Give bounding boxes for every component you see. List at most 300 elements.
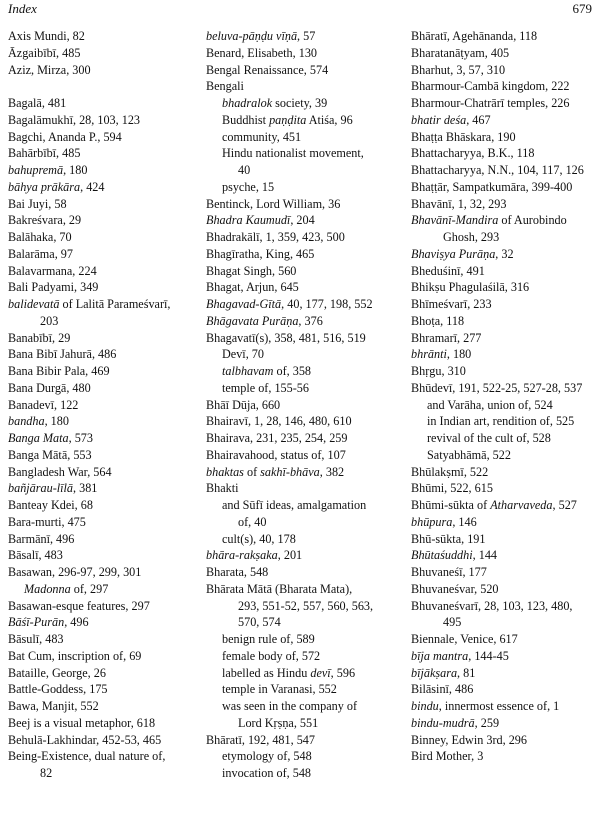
index-subentry	[411, 614, 599, 631]
index-subentry	[206, 363, 404, 380]
entry-text: Balavarmana, 224	[8, 263, 97, 278]
index-entry	[8, 296, 192, 313]
index-entry	[8, 179, 192, 196]
entry-text: Bhakti	[206, 481, 239, 496]
index-entry	[411, 748, 599, 765]
index-entry	[411, 363, 599, 380]
entry-text: , 596	[330, 665, 356, 680]
index-entry	[411, 196, 599, 213]
entry-text: 82	[40, 766, 53, 780]
index-entry	[8, 129, 192, 146]
index-entry	[8, 665, 192, 682]
entry-text: 293, 551-52, 557, 560, 563,	[238, 598, 374, 613]
entry-text: Bana Bibir Pala, 469	[8, 364, 110, 378]
index-entry	[206, 246, 404, 263]
entry-text-italic: bīja mantra	[411, 648, 469, 663]
index-entry	[8, 681, 192, 698]
entry-text-italic: sakhī-bhāva	[260, 464, 320, 479]
index-entry	[206, 279, 404, 296]
index-subentry	[8, 313, 192, 330]
entry-text: Bhū-sūkta, 191	[411, 531, 486, 546]
entry-text: Bāsulī, 483	[8, 632, 64, 646]
entry-text: Bhūlakṣmī, 522	[411, 464, 489, 479]
entry-text: invocation of, 548	[222, 766, 312, 780]
entry-text: , 382	[319, 464, 345, 479]
index-subentry	[411, 397, 599, 414]
index-entry	[206, 229, 404, 246]
entry-text-italic: bījākṣara	[411, 665, 458, 680]
index-entry	[206, 296, 404, 313]
index-entry	[411, 212, 599, 229]
index-entry	[206, 447, 404, 464]
entry-text: , 32	[495, 246, 514, 261]
entry-text: , 376	[298, 313, 323, 328]
entry-text: Banteay Kdei, 68	[8, 498, 93, 512]
entry-text: , 381	[73, 481, 98, 496]
entry-text: Bhadrakālī, 1, 359, 423, 500	[206, 230, 345, 244]
index-entry	[206, 464, 404, 481]
entry-text: Bhuvaneśvarī, 28, 103, 123, 480,	[411, 598, 573, 613]
index-entry	[8, 547, 192, 564]
entry-text: Bahārbībī, 485	[8, 146, 81, 161]
index-subentry	[206, 748, 404, 765]
entry-text: Bharhut, 3, 57, 310	[411, 62, 506, 77]
entry-text-italic: Madonna	[24, 581, 71, 596]
entry-text: Bai Juyi, 58	[8, 196, 67, 211]
entry-text-italic: bhrānti	[411, 347, 447, 362]
entry-text: Bagalā, 481	[8, 96, 67, 110]
index-entry	[411, 330, 599, 347]
entry-text: Bhāī Dūja, 660	[206, 397, 281, 412]
entry-text: , 180	[63, 163, 88, 177]
index-entry	[8, 447, 192, 464]
entry-text: Bangladesh War, 564	[8, 464, 112, 479]
index-entry	[8, 196, 192, 213]
entry-text: Biennale, Venice, 617	[411, 632, 518, 646]
entry-text-italic: Bāśī-Purān	[8, 615, 65, 630]
index-subentry	[206, 598, 404, 615]
index-entry	[206, 430, 404, 447]
entry-text: Hindu nationalist movement,	[222, 146, 364, 161]
index-entry	[206, 480, 404, 497]
index-entry	[206, 564, 404, 581]
index-subentry	[206, 648, 404, 665]
entry-text: Battle-Goddess, 175	[8, 682, 108, 697]
entry-text: Buddhist	[222, 112, 270, 127]
entry-text: Ghosh, 293	[443, 230, 500, 244]
entry-text: Bat Cum, inscription of, 69	[8, 648, 142, 663]
index-entry	[8, 162, 192, 179]
entry-text: Basawan, 296-97, 299, 301	[8, 565, 142, 579]
index-subentry	[206, 514, 404, 531]
index-entry	[411, 480, 599, 497]
entry-text: 570, 574	[238, 615, 281, 630]
index-entry	[8, 598, 192, 615]
entry-text: Bharmour-Cambā kingdom, 222	[411, 79, 570, 94]
entry-text-italic: Atharvaveda	[490, 498, 553, 512]
entry-text: Bana Durgā, 480	[8, 380, 91, 395]
entry-text-italic: bhūpura	[411, 514, 453, 529]
index-entry	[411, 28, 599, 45]
index-subentry	[206, 681, 404, 698]
entry-text: Bengali	[206, 79, 244, 94]
index-entry	[411, 598, 599, 615]
index-gap	[8, 78, 192, 95]
entry-text: Bhuvaneśvar, 520	[411, 581, 499, 596]
entry-text-italic: bindu-mudrā	[411, 715, 475, 730]
index-entry	[206, 581, 404, 598]
index-entry	[8, 531, 192, 548]
index-subentry	[411, 430, 599, 447]
entry-text: labelled as Hindu	[222, 665, 311, 680]
index-entry	[411, 715, 599, 732]
index-subentry	[206, 765, 404, 782]
index-subentry	[206, 162, 404, 179]
entry-text: Bharmour-Chatrārī temples, 226	[411, 96, 570, 110]
entry-text: , 496	[64, 615, 89, 630]
index-entry	[206, 330, 404, 347]
index-column-1	[8, 28, 192, 782]
index-subentry	[206, 112, 404, 129]
index-subentry	[206, 631, 404, 648]
entry-text: Āzgaibībī, 485	[8, 45, 81, 60]
entry-text: Bhavānī, 1, 32, 293	[411, 196, 507, 211]
index-entry	[411, 145, 599, 162]
entry-text-italic: Banga Mata	[8, 431, 69, 445]
entry-text: 203	[40, 313, 59, 328]
index-entry	[8, 464, 192, 481]
entry-text: Bagchi, Ananda P., 594	[8, 129, 122, 144]
entry-text: Bhagīratha, King, 465	[206, 246, 315, 261]
index-entry	[411, 681, 599, 698]
entry-text: , 201	[277, 548, 303, 563]
index-entry	[411, 631, 599, 648]
index-entry	[8, 698, 192, 715]
entry-text: 495	[443, 615, 462, 630]
index-entry	[411, 732, 599, 749]
entry-text: of Lalitā Parameśvarī,	[59, 297, 171, 311]
entry-text: , 204	[290, 213, 315, 228]
entry-text-italic: Bhūtaśuddhi	[411, 548, 473, 563]
index-entry	[8, 715, 192, 732]
index-subentry	[411, 447, 599, 464]
entry-text: Bhairavahood, status of, 107	[206, 447, 346, 462]
entry-text: Behulā-Lakhindar, 452-53, 465	[8, 732, 162, 747]
entry-text: Bhattacharyya, B.K., 118	[411, 146, 535, 161]
entry-text: Bird Mother, 3	[411, 749, 484, 764]
index-entry	[411, 531, 599, 548]
index-subentry	[206, 179, 404, 196]
entry-text: of Aurobindo	[498, 213, 567, 228]
entry-text-italic: beluva-pāṇḍu vīṇā	[206, 29, 298, 43]
index-entry	[206, 547, 404, 564]
index-subentry	[206, 380, 404, 397]
entry-text: , 573	[68, 431, 93, 445]
index-entry	[206, 263, 404, 280]
index-column-2	[206, 28, 404, 782]
index-entry	[206, 397, 404, 414]
index-entry	[8, 28, 192, 45]
entry-text: Lord Kṛṣṇa, 551	[238, 715, 319, 730]
index-entry	[8, 631, 192, 648]
entry-text-italic: bāhya prākāra	[8, 179, 81, 194]
index-entry	[411, 665, 599, 682]
entry-text: , 180	[446, 347, 472, 362]
entry-text: Beej is a visual metaphor, 618	[8, 715, 156, 730]
index-entry	[8, 397, 192, 414]
index-entry	[411, 112, 599, 129]
index-entry	[411, 380, 599, 397]
index-entry	[206, 732, 404, 749]
entry-text: Bhramarī, 277	[411, 330, 482, 345]
entry-text: , 144-45	[468, 648, 509, 663]
entry-text: Devī, 70	[222, 347, 264, 362]
index-entry	[8, 212, 192, 229]
index-entry	[8, 732, 192, 749]
index-subentry	[206, 531, 404, 548]
index-entry	[8, 380, 192, 397]
index-entry	[8, 45, 192, 62]
index-entry	[411, 95, 599, 112]
entry-text: Bali Padyami, 349	[8, 280, 99, 295]
index-entry	[411, 296, 599, 313]
entry-text: in Indian art, rendition of, 525	[427, 414, 575, 429]
index-entry	[8, 514, 192, 531]
index-entry	[411, 346, 599, 363]
entry-text-italic: talbhavam	[222, 364, 274, 378]
index-entry	[411, 547, 599, 564]
entry-text: and Sūfī ideas, amalgamation	[222, 498, 367, 512]
index-entry	[8, 614, 192, 631]
index-entry	[411, 698, 599, 715]
entry-text: , 527	[552, 498, 577, 512]
entry-text: Bhagat, Arjun, 645	[206, 280, 299, 295]
entry-text: and Varāha, union of, 524	[427, 397, 553, 412]
index-subentry	[411, 413, 599, 430]
entry-text: , 424	[80, 179, 105, 194]
index-entry	[206, 45, 404, 62]
index-entry	[206, 212, 404, 229]
entry-text: , 57	[297, 29, 316, 43]
entry-text-italic: bandha	[8, 414, 45, 429]
entry-text: temple in Varanasi, 552	[222, 682, 337, 697]
entry-text: revival of the cult of, 528	[427, 431, 551, 445]
index-entry	[411, 581, 599, 598]
entry-text: etymology of, 548	[222, 749, 312, 764]
index-subentry	[206, 698, 404, 715]
entry-text: Satyabhāmā, 522	[427, 447, 511, 462]
index-entry	[8, 95, 192, 112]
index-entry	[411, 279, 599, 296]
index-entry	[8, 480, 192, 497]
index-entry	[8, 346, 192, 363]
entry-text: Bhagat Singh, 560	[206, 263, 297, 278]
index-entry	[411, 564, 599, 581]
index-entry	[206, 78, 404, 95]
index-subentry	[206, 145, 404, 162]
entry-text: Barmānī, 496	[8, 531, 75, 546]
entry-text: Bhuvaneśī, 177	[411, 565, 487, 579]
index-subentry	[206, 497, 404, 514]
entry-text: Axis Mundi, 82	[8, 29, 85, 43]
entry-text: , 144	[472, 548, 497, 563]
index-entry	[8, 363, 192, 380]
entry-text: Bara-murti, 475	[8, 514, 86, 529]
entry-text-italic: Bhāgavata Purāṇa	[206, 313, 299, 328]
index-entry	[411, 514, 599, 531]
index-entry	[411, 162, 599, 179]
entry-text: Bhārata Mātā (Bharata Mata),	[206, 581, 353, 596]
entry-text: Being-Existence, dual nature of,	[8, 749, 166, 764]
entry-text: Balarāma, 97	[8, 246, 73, 261]
index-entry	[206, 413, 404, 430]
index-entry	[8, 648, 192, 665]
entry-text: Bataille, George, 26	[8, 665, 106, 680]
entry-text: benign rule of, 589	[222, 632, 315, 646]
index-subentry	[206, 614, 404, 631]
entry-text: Bagalāmukhī, 28, 103, 123	[8, 112, 141, 127]
entry-text: community, 451	[222, 129, 302, 144]
entry-text: Bhūmi, 522, 615	[411, 481, 493, 496]
entry-text: Bheduśinī, 491	[411, 263, 485, 278]
entry-text: Bhāratī, 192, 481, 547	[206, 732, 315, 747]
entry-text: female body of, 572	[222, 648, 321, 663]
entry-text: , 40, 177, 198, 552	[281, 297, 373, 311]
entry-text-italic: Bhadra Kaumudī	[206, 213, 291, 228]
index-entry	[8, 497, 192, 514]
index-entry	[8, 564, 192, 581]
index-subentry	[206, 95, 404, 112]
page-number: 679	[572, 1, 592, 16]
index-entry	[411, 648, 599, 665]
entry-text: cult(s), 40, 178	[222, 531, 296, 546]
index-entry	[411, 313, 599, 330]
entry-text: Bilāsinī, 486	[411, 682, 474, 697]
entry-text: Bhikṣu Phagulaśilā, 316	[411, 280, 530, 295]
entry-text: psyche, 15	[222, 179, 275, 194]
entry-text: of, 40	[238, 514, 267, 529]
entry-text: , 259	[474, 715, 500, 730]
entry-text: Bharata, 548	[206, 565, 269, 579]
entry-text-italic: Bhaviṣya Purāṇa	[411, 246, 496, 261]
index-subentry	[206, 129, 404, 146]
entry-text-italic: bahupremā	[8, 163, 64, 177]
entry-text: Banabībī, 29	[8, 330, 71, 345]
entry-text: Bhaṭṭār, Sampatkumāra, 399-400	[411, 179, 573, 194]
index-entry	[8, 430, 192, 447]
entry-text-italic: devī	[310, 665, 331, 680]
index-entry	[206, 28, 404, 45]
entry-text: Bhaṭṭa Bhāskara, 190	[411, 129, 516, 144]
entry-text: Bhairava, 231, 235, 254, 259	[206, 431, 348, 445]
entry-text-italic: bhāra-rakṣaka	[206, 548, 278, 563]
entry-text: of, 358	[273, 364, 312, 378]
entry-text: , 180	[44, 414, 69, 429]
entry-text-italic: bindu	[411, 699, 439, 713]
index-entry	[411, 497, 599, 514]
entry-text: Aziz, Mirza, 300	[8, 62, 91, 77]
index-entry	[411, 129, 599, 146]
entry-text: Bhoṭa, 118	[411, 313, 465, 328]
index-entry	[411, 179, 599, 196]
entry-text: Binney, Edwin 3rd, 296	[411, 732, 527, 747]
index-entry	[8, 246, 192, 263]
entry-text: Benard, Elisabeth, 130	[206, 45, 318, 60]
entry-text: Bawa, Manjit, 552	[8, 699, 99, 713]
entry-text: Balāhaka, 70	[8, 230, 72, 244]
entry-text-italic: bhatir deśa	[411, 112, 467, 127]
entry-text: Bāsalī, 483	[8, 548, 63, 563]
index-entry	[411, 62, 599, 79]
index-subentry	[206, 346, 404, 363]
entry-text: Bhūdevī, 191, 522-25, 527-28, 537	[411, 380, 583, 395]
entry-text: , 467	[466, 112, 491, 127]
index-entry	[206, 313, 404, 330]
index-entry	[206, 196, 404, 213]
entry-text: of, 297	[70, 581, 109, 596]
index-entry	[8, 748, 192, 765]
entry-text: Bhairavī, 1, 28, 146, 480, 610	[206, 414, 352, 429]
index-entry	[411, 246, 599, 263]
index-entry	[8, 62, 192, 79]
index-subentry	[411, 229, 599, 246]
index-entry	[411, 78, 599, 95]
entry-text: Atiśa, 96	[306, 112, 353, 127]
index-entry	[8, 413, 192, 430]
index-entry	[206, 62, 404, 79]
entry-text: , 146	[452, 514, 477, 529]
entry-text: Bentinck, Lord William, 36	[206, 196, 341, 211]
entry-text: Bengal Renaissance, 574	[206, 62, 329, 77]
entry-text: Banadevī, 122	[8, 397, 79, 412]
entry-text: Bharatanāṭyam, 405	[411, 45, 510, 60]
index-entry	[411, 464, 599, 481]
entry-text-italic: bañjārau-līlā	[8, 481, 74, 496]
entry-text: Bhagavatī(s), 358, 481, 516, 519	[206, 330, 366, 345]
entry-text: Bhūmi-sūkta of	[411, 498, 491, 512]
entry-text: Bakreśvara, 29	[8, 213, 82, 228]
entry-text-italic: bhadralok	[222, 96, 273, 110]
entry-text: Bhīmeśvarī, 233	[411, 297, 492, 311]
entry-text: Banga Mātā, 553	[8, 447, 92, 462]
index-entry	[8, 145, 192, 162]
entry-text: Bhattacharyya, N.N., 104, 117, 126	[411, 163, 584, 177]
entry-text: Bhṛgu, 310	[411, 364, 466, 378]
index-subentry	[8, 765, 192, 782]
entry-text: Bana Bibī Jahurā, 486	[8, 347, 117, 362]
index-entry	[8, 330, 192, 347]
index-column-3	[411, 28, 599, 765]
entry-text: , innermost essence of, 1	[438, 699, 560, 713]
entry-text: Basawan-esque features, 297	[8, 598, 150, 613]
index-entry	[411, 45, 599, 62]
entry-text: was seen in the company of	[222, 699, 358, 713]
index-subentry	[206, 665, 404, 682]
entry-text: , 81	[457, 665, 476, 680]
entry-text: 40	[238, 163, 251, 177]
entry-text: society, 39	[272, 96, 328, 110]
index-entry	[411, 263, 599, 280]
index-entry	[8, 279, 192, 296]
entry-text-italic: bhaktas	[206, 464, 244, 479]
index-entry	[8, 263, 192, 280]
index-entry	[8, 229, 192, 246]
index-subentry	[206, 715, 404, 732]
entry-text: of	[243, 464, 261, 479]
entry-text: temple of, 155-56	[222, 380, 309, 395]
entry-text-italic: balidevatā	[8, 297, 60, 311]
index-entry	[8, 112, 192, 129]
